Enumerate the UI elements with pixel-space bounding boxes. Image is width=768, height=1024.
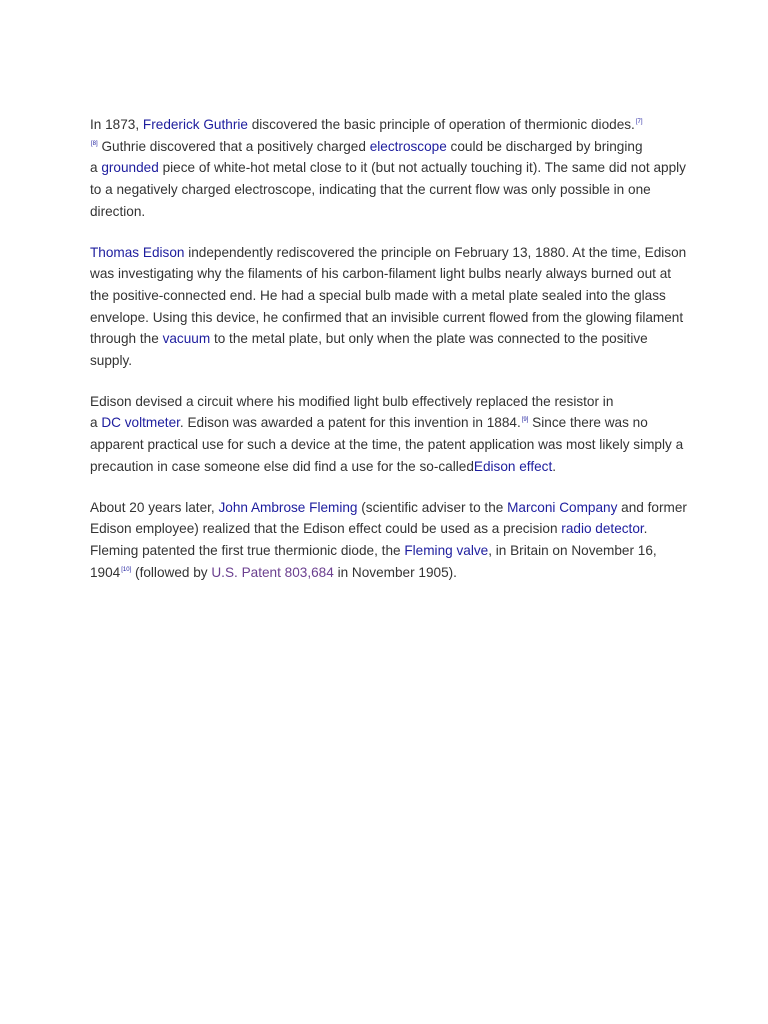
paragraph-text: in November 1905). [333, 564, 457, 580]
paragraph-text: and former Edison employee) realized that the Edison effect could be used as a precision [90, 499, 687, 537]
citation-8-link[interactable]: [8] [91, 140, 98, 147]
grounded-link[interactable]: grounded [101, 160, 159, 176]
paragraph-text: a [90, 415, 102, 431]
fleming-valve-link[interactable]: Fleming valve [404, 542, 489, 558]
paragraph-3 [90, 391, 690, 478]
paragraph-text: to the metal plate, but only when the plate was connected to the positive supply. [90, 331, 648, 369]
citation-10-link[interactable]: [10] [121, 566, 132, 573]
paragraph-text: About 20 years later, [90, 499, 219, 515]
edison-effect-link[interactable]: Edison effect [473, 458, 553, 474]
paragraph-text: , in Britain on November 16, 1904 [90, 542, 657, 580]
electroscope-link[interactable]: electroscope [369, 138, 447, 154]
thomas-edison-link[interactable]: Thomas Edison [90, 244, 185, 260]
paragraph-4 [90, 497, 690, 584]
citation-7-link[interactable]: [7] [635, 119, 643, 125]
paragraph-text: . [552, 458, 557, 474]
paragraph-text: Since there was no apparent practical use for such a device at the time, the patent application was most likely simply a precaution in case someone else did find a use for the so-called [90, 415, 684, 474]
paragraph-text: Edison devised a circuit where his modified light bulb effectively replaced the resistor in [90, 393, 614, 409]
vacuum-link[interactable]: vacuum [162, 331, 211, 347]
paragraph-text: discovered the basic principle of operation of thermionic diodes. [247, 117, 635, 132]
dc-voltmeter-link[interactable]: DC voltmeter [101, 415, 180, 431]
john-ambrose-fleming-link[interactable]: John Ambrose Fleming [218, 499, 358, 515]
paragraph-text: a [90, 160, 102, 176]
paragraph-text: Guthrie discovered that a positively charged [97, 138, 370, 154]
radio-detector-link[interactable]: radio detector [561, 521, 644, 537]
u-s-patent-803-684-link[interactable]: U.S. Patent 803,684 [211, 564, 334, 580]
paragraph-text: independently rediscovered the principle on February 13, 1880. At the time, Edison was investigating why the filaments of his carbon-filament light bulbs nearly always burned out at the positive-connected end. He had a special bulb made with a metal plate sealed into the glass envelope. Using this device, he confirmed that an invisible current flowed from the glowing filament through the [90, 244, 687, 347]
marconi-company-link[interactable]: Marconi Company [507, 499, 618, 515]
paragraph-text: (followed by [131, 564, 212, 580]
paragraph-text: . Fleming patented the first true thermionic diode, the [90, 521, 648, 558]
citation-9-link[interactable]: [9] [521, 417, 529, 424]
frederick-guthrie-link[interactable]: Frederick Guthrie [142, 117, 248, 132]
paragraph-text: piece of white-hot metal close to it (but not actually touching it). The same did not apply to a negatively charged electroscope, indicating that the current flow was only possible in one direction. [90, 160, 686, 219]
paragraph-text: (scientific adviser to the [357, 499, 508, 515]
paragraph-1 [90, 114, 690, 223]
article-body [90, 114, 690, 602]
paragraph-text: In 1873, [90, 117, 143, 132]
paragraph-text: could be discharged by bringing [446, 138, 643, 154]
paragraph-2 [90, 242, 690, 372]
paragraph-text: . Edison was awarded a patent for this invention in 1884. [179, 415, 521, 431]
